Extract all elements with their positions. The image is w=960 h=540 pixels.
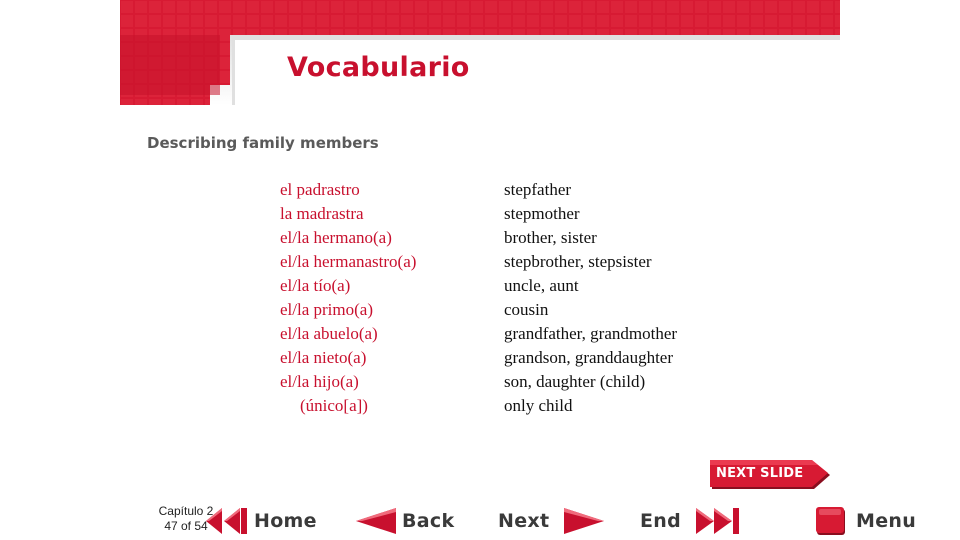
home-label: Home bbox=[254, 510, 317, 532]
double-right-arrow-icon bbox=[692, 504, 748, 538]
spanish-term: el/la hermano(a) bbox=[280, 228, 392, 247]
section-subtitle: Describing family members bbox=[147, 134, 379, 152]
spanish-term: el/la hermanastro(a) bbox=[280, 252, 417, 271]
next-label: Next bbox=[498, 510, 550, 532]
english-translation: stepfather bbox=[504, 180, 572, 199]
english-translation: cousin bbox=[504, 300, 549, 319]
end-button[interactable] bbox=[640, 504, 750, 538]
spanish-term: el/la abuelo(a) bbox=[280, 324, 378, 343]
double-left-arrow-icon bbox=[200, 504, 250, 538]
next-slide-label: NEXT SLIDE bbox=[716, 466, 804, 481]
english-translation: stepmother bbox=[504, 204, 580, 223]
english-translation: uncle, aunt bbox=[504, 276, 579, 295]
back-button[interactable] bbox=[352, 504, 468, 538]
back-label: Back bbox=[402, 510, 455, 532]
spanish-term: el/la nieto(a) bbox=[280, 348, 367, 367]
menu-button[interactable] bbox=[814, 504, 930, 538]
square-menu-icon bbox=[814, 504, 850, 538]
english-translation-list bbox=[504, 178, 677, 418]
next-button[interactable] bbox=[496, 504, 612, 538]
spanish-term: (único[a]) bbox=[300, 396, 368, 415]
slide-position: 47 of 54 bbox=[164, 519, 208, 533]
spanish-term: el/la hijo(a) bbox=[280, 372, 359, 391]
spanish-term: el/la primo(a) bbox=[280, 300, 373, 319]
left-arrow-icon bbox=[352, 504, 398, 538]
english-translation: grandfather, grandmother bbox=[504, 324, 678, 343]
next-slide-button[interactable] bbox=[708, 458, 832, 492]
english-translation: brother, sister bbox=[504, 228, 597, 247]
spanish-term-list bbox=[280, 178, 416, 418]
english-translation: grandson, granddaughter bbox=[504, 348, 674, 367]
page-title: Vocabulario bbox=[287, 52, 470, 83]
english-translation: son, daughter (child) bbox=[504, 372, 646, 391]
spanish-term: el/la tío(a) bbox=[280, 276, 351, 295]
menu-label: Menu bbox=[856, 510, 917, 532]
spanish-term: la madrastra bbox=[280, 204, 364, 223]
spanish-term: el padrastro bbox=[280, 180, 360, 199]
header-banner bbox=[120, 0, 840, 105]
right-arrow-icon bbox=[562, 504, 608, 538]
chapter-label: Capítulo 2 bbox=[158, 504, 214, 518]
home-button[interactable] bbox=[200, 504, 336, 538]
end-label: End bbox=[640, 510, 682, 532]
english-translation: stepbrother, stepsister bbox=[504, 252, 652, 271]
english-translation: only child bbox=[504, 396, 573, 415]
